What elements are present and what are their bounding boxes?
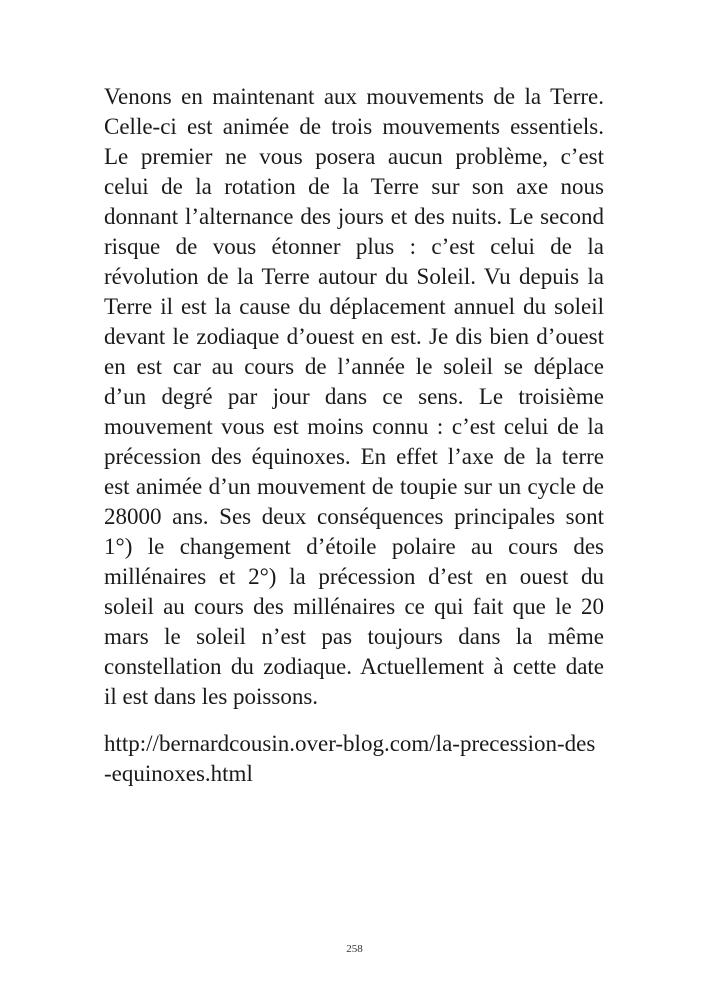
- paragraph-line: 1°) le changement d’étoile polaire au cours des: [104, 534, 604, 559]
- body-paragraph: [104, 82, 604, 712]
- paragraph-line: 28000 ans. Ses deux conséquences principales sont: [104, 504, 604, 529]
- paragraph-line: Le premier ne vous posera aucun problème, c’est: [104, 144, 604, 169]
- source-url: [104, 729, 604, 789]
- paragraph-line: en est car au cours de l’année le soleil se déplace: [104, 354, 604, 379]
- paragraph-line: devant le zodiaque d’ouest en est. Je dis bien d’ouest: [104, 324, 604, 349]
- paragraph-line: précession des équinoxes. En effet l’axe de la terre: [104, 444, 604, 469]
- paragraph-line: millénaires et 2°) la précession d’est en ouest du: [104, 564, 604, 589]
- url-line: -equinoxes.html: [104, 761, 253, 786]
- paragraph-line: Terre il est la cause du déplacement annuel du soleil: [104, 294, 604, 319]
- page-number: 258: [346, 943, 363, 955]
- paragraph-line: donnant l’alternance des jours et des nuits. Le second: [104, 204, 604, 229]
- paragraph-line: Venons en maintenant aux mouvements de la Terre.: [104, 84, 604, 109]
- paragraph-line: Celle-ci est animée de trois mouvements essentiels.: [104, 114, 604, 139]
- paragraph-line: il est dans les poissons.: [104, 684, 319, 709]
- paragraph-line: risque de vous étonner plus : c’est celui de la: [104, 234, 604, 259]
- paragraph-line: soleil au cours des millénaires ce qui fait que le 20: [104, 594, 604, 619]
- paragraph-line: est animée d’un mouvement de toupie sur un cycle de: [104, 474, 604, 499]
- paragraph-line: mouvement vous est moins connu : c’est celui de la: [104, 414, 604, 439]
- url-line: http://bernardcousin.over-blog.com/la-precession-des: [104, 731, 596, 756]
- paragraph-line: d’un degré par jour dans ce sens. Le troisième: [104, 384, 604, 409]
- paragraph-line: mars le soleil n’est pas toujours dans la même: [104, 624, 604, 649]
- paragraph-line: révolution de la Terre autour du Soleil. Vu depuis la: [104, 264, 604, 289]
- paragraph-line: celui de la rotation de la Terre sur son axe nous: [104, 174, 604, 199]
- paragraph-line: constellation du zodiaque. Actuellement à cette date: [104, 654, 604, 679]
